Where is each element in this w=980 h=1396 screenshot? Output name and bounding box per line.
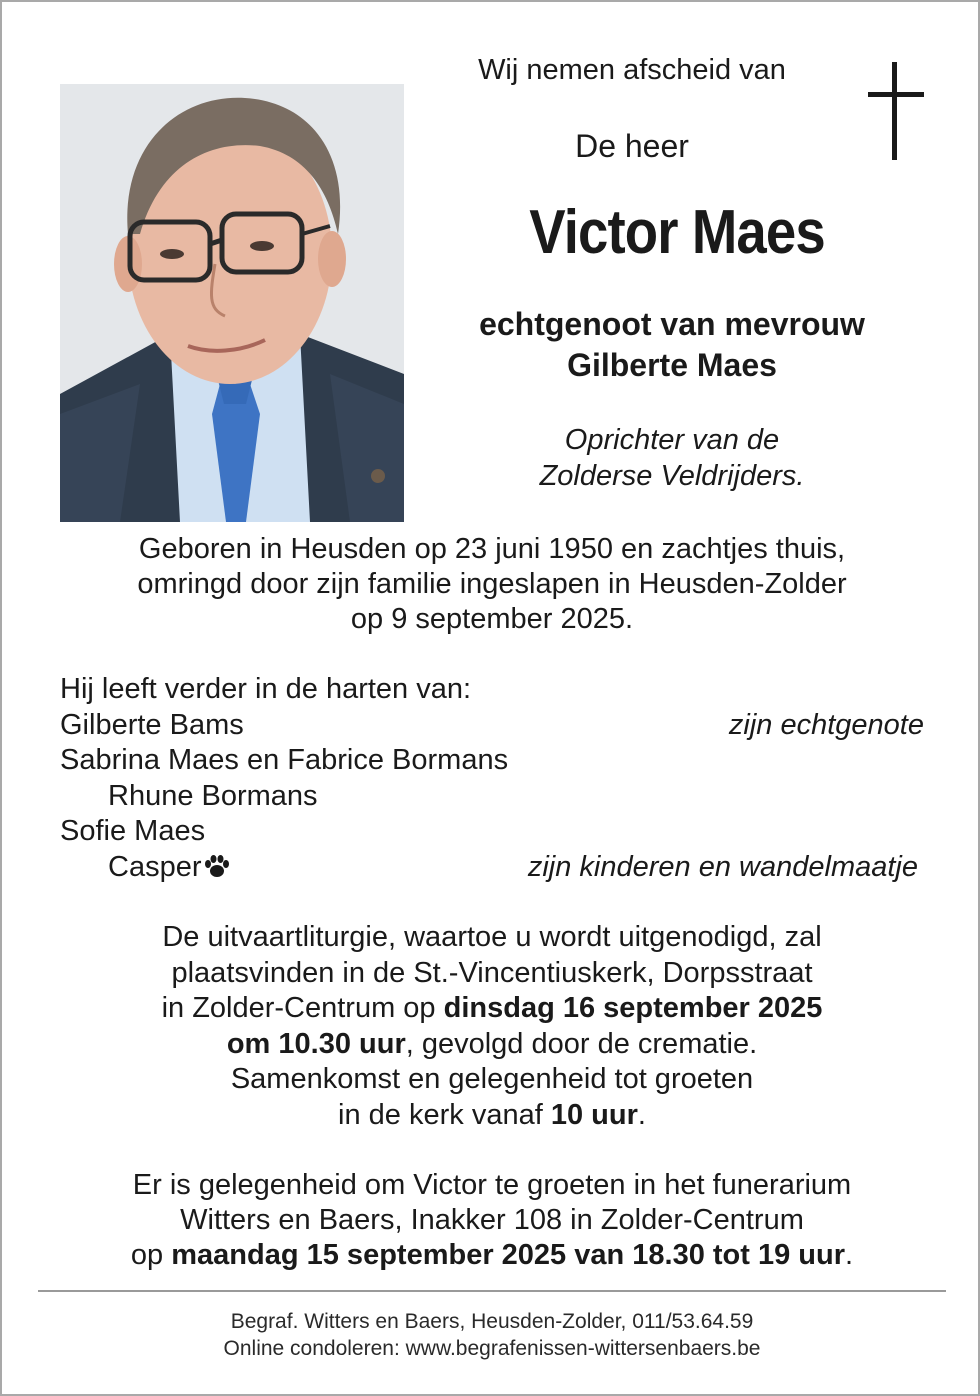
birth-text [62, 532, 922, 637]
role-line-2: Zolderse Veldrijders. [539, 460, 805, 492]
family-member-name: Gilberte Bams [60, 708, 244, 741]
deceased-name: Victor Maes [529, 198, 825, 267]
family-list [60, 672, 924, 885]
visit-datetime: maandag 15 september 2025 van 18.30 tot 19 uur [171, 1239, 846, 1271]
family-member-name: Sofie Maes [60, 815, 206, 847]
portrait-photo [60, 84, 404, 522]
service-line-3: in Zolder-Centrum op dinsdag 16 september 2025 [161, 992, 823, 1024]
family-member [60, 743, 924, 779]
family-member [60, 850, 924, 886]
visit-line-1: Er is gelegenheid om Victor te groeten in het funerarium [132, 1169, 852, 1201]
spouse-line-1: echtgenoot van mevrouw [479, 306, 865, 342]
birth-line-1: Geboren in Heusden op 23 juni 1950 en zachtjes thuis, [138, 533, 846, 565]
visit-line-2: Witters en Baers, Inakker 108 in Zolder-Centrum [180, 1204, 804, 1236]
family-member-name: Casper [108, 850, 202, 883]
service-time: om 10.30 uur [226, 1027, 406, 1060]
portrait-illustration [60, 84, 404, 522]
service-line-4: om 10.30 uur, gevolgd door de crematie. [226, 1027, 758, 1060]
service-date: dinsdag 16 september 2025 [443, 992, 823, 1024]
visitation-details [62, 1168, 922, 1273]
family-intro: Hij leeft verder in de harten van: [60, 673, 472, 705]
gathering-time: 10 uur [550, 1098, 638, 1131]
honorific: De heer [575, 128, 689, 164]
cross-icon [868, 62, 924, 162]
footer-funeral-home: Begraf. Witters en Baers, Heusden-Zolder, 011/53.64.59 [230, 1310, 754, 1333]
role-line-1: Oprichter van de [564, 424, 780, 456]
footer [62, 1308, 922, 1362]
birth-line-2: omringd door zijn familie ingeslapen in Heusden-Zolder [137, 568, 847, 600]
divider [38, 1290, 946, 1292]
service-line-1: De uitvaartliturgie, waartoe u wordt uitgenodigd, zal [162, 921, 822, 953]
family-member-relation: zijn echtgenote [728, 708, 924, 741]
spouse-line-2: Gilberte Maes [567, 347, 777, 383]
service-line-5: Samenkomst en gelegenheid tot groeten [230, 1063, 754, 1095]
visit-line-3: op maandag 15 september 2025 van 18.30 tot 19 uur. [130, 1239, 854, 1271]
family-member-name: Sabrina Maes en Fabrice Bormans [60, 744, 509, 776]
service-details [62, 920, 922, 1133]
family-member-relation: zijn kinderen en wandelmaatje [527, 850, 918, 883]
role-text [462, 422, 882, 494]
family-member [60, 708, 924, 744]
family-member [60, 779, 924, 815]
footer-condolence-link[interactable]: Online condoleren: www.begrafenissen-wittersenbaers.be [223, 1337, 761, 1360]
service-line-6: in de kerk vanaf 10 uur. [338, 1098, 646, 1131]
family-member-name: Rhune Bormans [108, 779, 318, 812]
intro-text: Wij nemen afscheid van [478, 54, 786, 86]
service-line-2: plaatsvinden in de St.-Vincentiuskerk, Dorpsstraat [171, 956, 813, 989]
paw-icon [204, 852, 230, 888]
family-member [60, 814, 924, 850]
birth-line-3: op 9 september 2025. [350, 603, 634, 635]
